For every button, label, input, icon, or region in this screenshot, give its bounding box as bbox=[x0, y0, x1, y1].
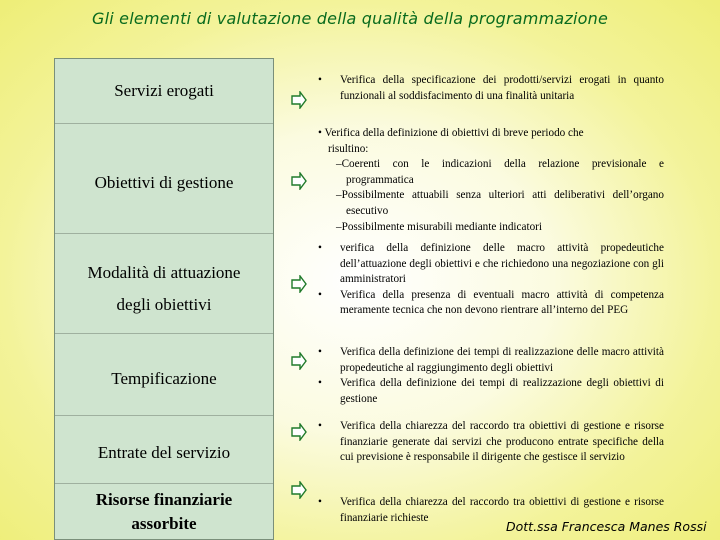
bullet-item bbox=[318, 345, 664, 376]
right-arrow-icon bbox=[291, 352, 307, 370]
criterion-label-modalita-attuazione bbox=[55, 257, 273, 321]
bullet-item bbox=[318, 288, 664, 319]
right-arrow-icon bbox=[291, 275, 307, 293]
criterion-label-entrate-servizio bbox=[55, 433, 273, 473]
bullet-marker: • bbox=[318, 377, 322, 390]
bullet-marker: • bbox=[318, 420, 322, 432]
criterion-label: assorbite bbox=[131, 514, 197, 533]
criterion-label: Entrate del servizio bbox=[97, 443, 231, 462]
bullet-marker: • bbox=[318, 496, 322, 508]
criterion-label: Obiettivi di gestione bbox=[94, 173, 234, 192]
right-arrow-icon bbox=[291, 91, 307, 109]
bullet-text: Verifica della definizione dei tempi di realizzazione degli obiettivi di gestione bbox=[340, 377, 664, 405]
criteria-panel bbox=[54, 58, 274, 540]
criterion-label: degli obiettivi bbox=[116, 295, 212, 314]
criterion-label: Tempificazione bbox=[111, 369, 217, 388]
detail-line: risultino: bbox=[328, 142, 369, 155]
bullet-item bbox=[318, 241, 664, 288]
detail-line: • Verifica della definizione di obiettivi di breve periodo che bbox=[318, 127, 584, 139]
criterion-label-servizi-erogati bbox=[55, 71, 273, 111]
bullet-text: Verifica della presenza di eventuali macro attività di competenza meramente tecnica che non devono rientrare all’interno del PEG bbox=[340, 288, 664, 317]
bullet-item bbox=[318, 376, 664, 407]
bullet-text: Verifica della chiarezza del raccordo tra obiettivi di gestione e risorse finanziarie richieste bbox=[340, 496, 664, 524]
bullet-marker: • bbox=[318, 74, 322, 86]
criterion-label: Modalità di attuazione bbox=[87, 263, 241, 282]
bullet-item bbox=[318, 73, 664, 104]
author-credit: Dott.ssa Francesca Manes Rossi bbox=[506, 519, 707, 534]
criterion-label: Risorse finanziarie bbox=[95, 490, 233, 509]
bullet-text: Verifica della chiarezza del raccordo tra obiettivi di gestione e risorse finanziarie generate dai servizi che producono entrate specifiche della cui previsione è responsabile il dirigente che gestisce il servizio bbox=[340, 420, 664, 464]
right-arrow-icon bbox=[291, 481, 307, 499]
row-divider bbox=[55, 415, 273, 416]
detail-entrate-servizio bbox=[318, 419, 664, 466]
bullet-text: Verifica della specificazione dei prodotti/servizi erogati in quanto funzionali al soddisfacimento di una finalità unitaria bbox=[340, 74, 664, 102]
row-divider bbox=[55, 333, 273, 334]
sub-item: –Coerenti con le indicazioni della relazione previsionale e programmatica bbox=[336, 158, 664, 186]
right-arrow-icon bbox=[291, 423, 307, 441]
page-title: Gli elementi di valutazione della qualità della programmazione bbox=[92, 9, 608, 28]
criterion-label-risorse-finanziarie bbox=[55, 485, 273, 539]
bullet-text: verifica della definizione delle macro attività propedeutiche dell’attuazione degli obiettivi e che richiedono una negoziazione con gli amministratori bbox=[340, 242, 664, 286]
sub-item: –Possibilmente attuabili senza ulteriori atti deliberativi dell’organo esecutivo bbox=[336, 189, 664, 217]
criterion-label-tempificazione bbox=[55, 359, 273, 399]
detail-servizi-erogati bbox=[318, 73, 664, 104]
bullet-marker: • bbox=[318, 288, 322, 301]
bullet-item bbox=[318, 419, 664, 466]
bullet-marker: • bbox=[318, 346, 322, 358]
criterion-label: Servizi erogati bbox=[114, 81, 214, 100]
bullet-text: Verifica della definizione dei tempi di realizzazione delle macro attività propedeutiche al raggiungimento degli obiettivi bbox=[340, 346, 664, 374]
criterion-label-obiettivi-di-gestione bbox=[55, 163, 273, 203]
detail-modalita-attuazione bbox=[318, 241, 664, 319]
bullet-marker: • bbox=[318, 242, 322, 254]
row-divider bbox=[55, 483, 273, 484]
detail-obiettivi-di-gestione bbox=[318, 126, 664, 235]
sub-item: –Possibilmente misurabili mediante indicatori bbox=[336, 220, 543, 233]
row-divider bbox=[55, 123, 273, 124]
right-arrow-icon bbox=[291, 172, 307, 190]
row-divider bbox=[55, 233, 273, 234]
detail-tempificazione bbox=[318, 345, 664, 407]
